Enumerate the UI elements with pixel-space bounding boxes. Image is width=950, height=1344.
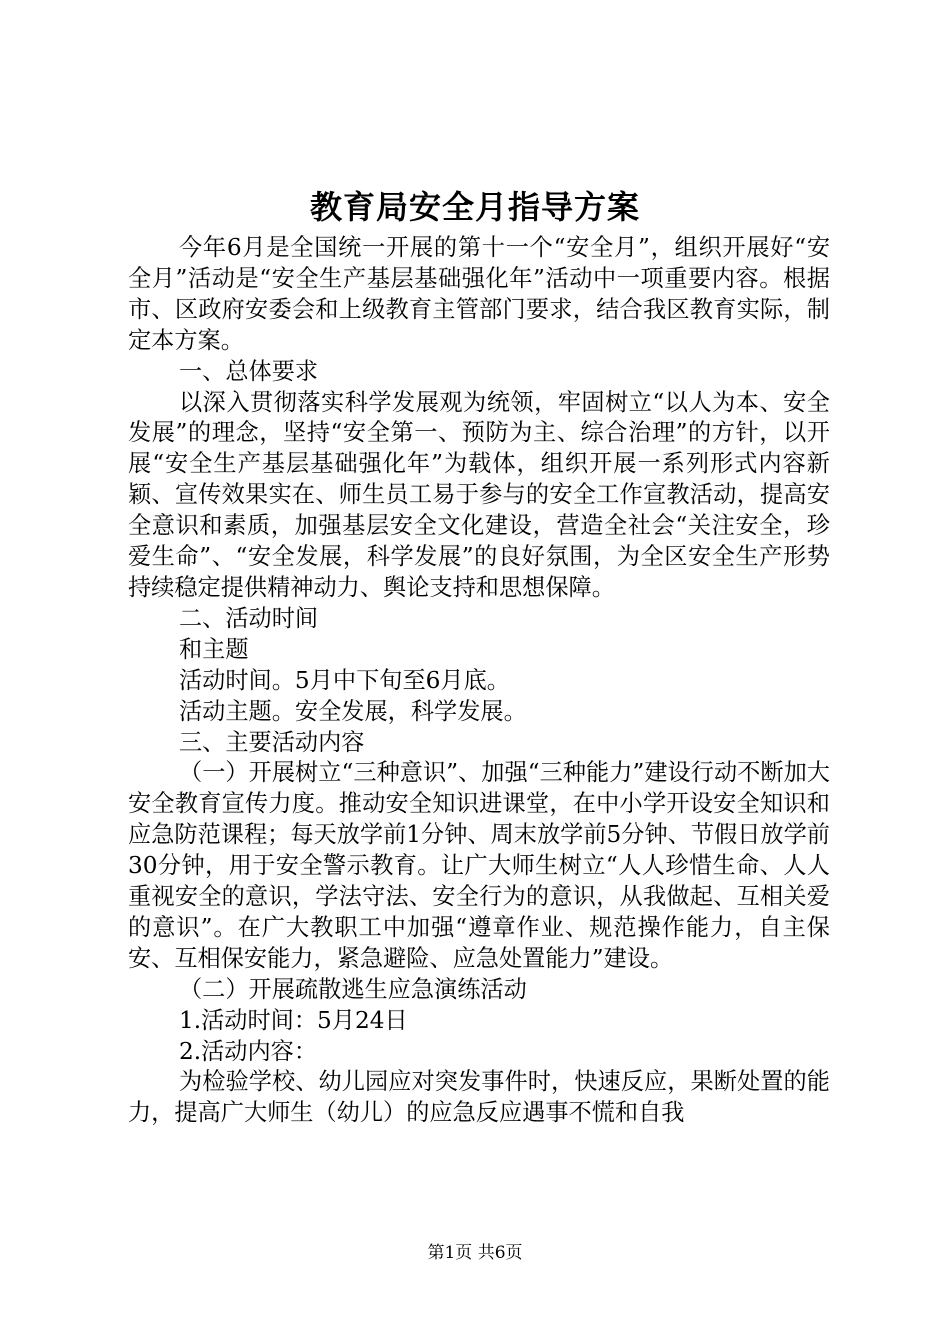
paragraph-activity-time: 活动时间。5月中下旬至6月底。 [179, 666, 510, 694]
paragraph-drill-purpose: 为检验学校、幼儿园应对突发事件时，快速反应，果断处置的能力，提高广大师生（幼儿）的应急反应遇事不慌和自我 [128, 1068, 830, 1127]
paragraph-activity-one: （一）开展树立“三种意识”、加强“三种能力”建设行动不断加大安全教育宣传力度。推动安全知识进课堂，在中小学开设安全知识和应急防范课程；每天放学前1分钟、周末放学前5分钟、节假日放学前30分钟，用于安全警示教育。让广大师生树立“人人珍惜生命、人人重视安全的意识，学法守法、安全行为的意识，从我做起、互相关爱的意识”。在广大教职工中加强“遵章作业、规范操作能力，自主保安、互相保安能力，紧急避险、应急处置能力”建设。 [128, 759, 830, 972]
heading-activity-time: 二、活动时间 [179, 604, 319, 632]
heading-main-activities: 三、主要活动内容 [179, 728, 365, 756]
heading-activity-theme: 和主题 [179, 635, 249, 663]
page-footer: 第1页 共6页 [427, 1243, 523, 1263]
list-item-time: 1.活动时间：5月24日 [179, 1006, 408, 1034]
document-title: 教育局安全月指导方案 [309, 188, 640, 226]
paragraph-activity-theme: 活动主题。安全发展，科学发展。 [179, 697, 527, 725]
heading-activity-two: （二）开展疏散逃生应急演练活动 [179, 975, 527, 1003]
heading-general-requirements: 一、总体要求 [179, 357, 319, 385]
paragraph-general-requirements: 以深入贯彻落实科学发展观为统领，牢固树立“以人为本、安全发展”的理念，坚持“安全第一、预防为主、综合治理”的方针，以开展“安全生产基层基础强化年”为载体，组织开展一系列形式内容新颖、宣传效果实在、师生员工易于参与的安全工作宣教活动，提高安全意识和素质，加强基层安全文化建设，营造全社会“关注安全，珍爱生命”、“安全发展，科学发展”的良好氛围，为全区安全生产形势持续稳定提供精神动力、舆论支持和思想保障。 [128, 388, 830, 601]
list-item-content: 2.活动内容： [179, 1037, 318, 1065]
document-body [128, 233, 830, 1129]
paragraph-intro: 今年6月是全国统一开展的第十一个“安全月”，组织开展好“安全月”活动是“安全生产基层基础强化年”活动中一项重要内容。根据市、区政府安委会和上级教育主管部门要求，结合我区教育实际，制定本方案。 [128, 234, 830, 354]
